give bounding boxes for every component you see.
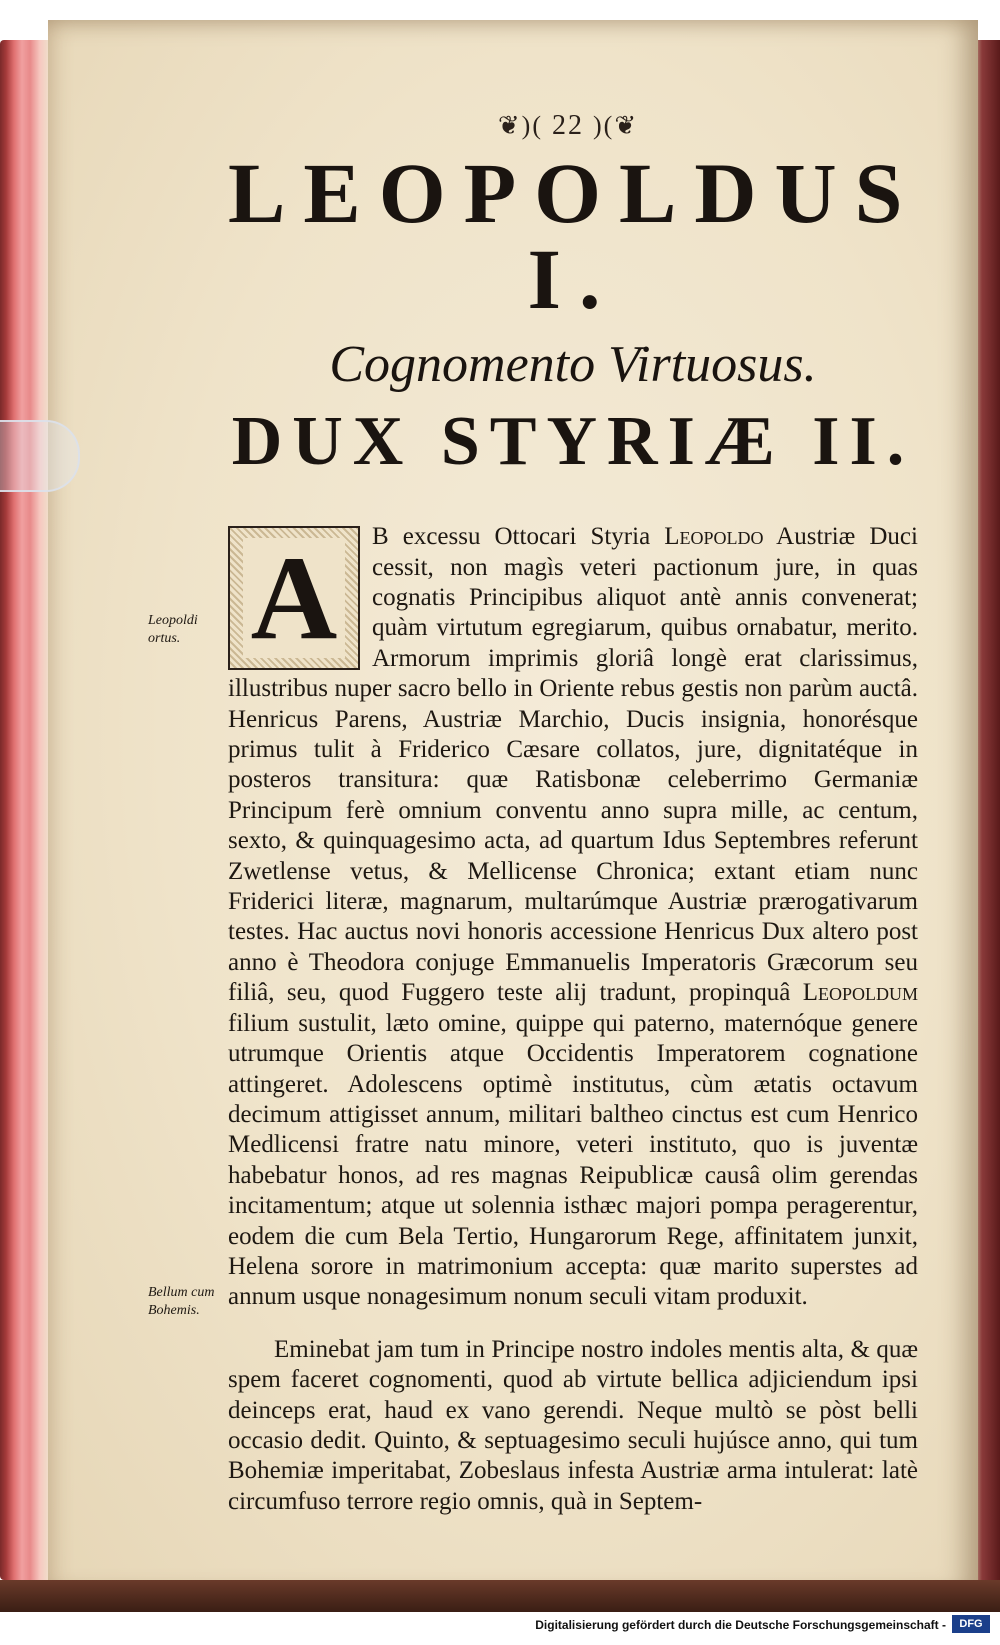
book-page-edges — [0, 40, 50, 1580]
paragraph-1-text-b: Austriæ Duci cessit, non magìs veteri pactionum jure, in quas cognatis Principibus aliquot antè annis convenerat; quàm virtutum egregiarum, quibus ornabatur, merito. Armorum imprimis gloriâ longè erat clarissimus, illustribus nuper sacro bello in Oriente rebus gestis non parùm auctâ. Henricus Parens, Austriæ Marchio, Ducis insignia, honorésque primus tulit à Friderico Cæsare collatos, jure, dignitatéque in posteros transitura: quæ Ratisbonæ celeberrimo Germaniæ Principum ferè omnium conventu anno supra mille, ac centum, sexto, & quinquagesimo acta, ad quartum Idus Septembres referunt Zwetlense vetus, & Mellicense Chronica; extant etiam nunc Friderici literæ, magnarum, multarúmque Austriæ prærogativarum testes. Hac auctus novi honoris accessione Henricus Dux altero post anno è Theodora conjuge Emmanuelis Imperatoris Græcorum seu filiâ, seu, quod Fuggero teste alij tradunt, propinquâ — [228, 523, 918, 1007]
name-leopoldum: Leopoldum — [802, 979, 918, 1007]
footer-credit: Digitalisierung gefördert durch die Deutsche Forschungsgemeinschaft - — [535, 1618, 946, 1632]
second-title: DUX STYRIÆ II. — [231, 403, 915, 481]
main-title: LEOPOLDUS I. — [228, 145, 921, 327]
paragraph-1-text-a: B excessu Ottocari Styria — [372, 523, 665, 551]
book-cover-bottom — [0, 1580, 1000, 1612]
paragraph-1-text-c: filium sustulit, læto omine, quippe qui paterno, maternóque genere utrumque Orientis atque Occidentis Imperatorem cognatione attingeret. Adolescens optimè institutus, cùm ætatis octavum decimum attigisset annum, militari baltheo cinctus est cum Henrico Medlicensi fratre natu minore, veteri instituto, quo is juventæ habebatur honos, ad res magnas Reipublicæ causâ olim gerendas incitamentum; atque ut solennia isthæc majori pompa peragerentur, eodem die cum Bela Tertio, Hungarorum Rege, affinitatem junxit, Helena sorore in matrimonium accepta: quæ marito superstes ad annum usque nonagesimum nonum seculi vitam produxit. — [228, 1009, 918, 1311]
margin-note-leopoldi-ortus: Leopoldi ortus. — [148, 613, 198, 646]
dfg-logo: DFG — [952, 1615, 990, 1633]
bookmark-clip — [0, 420, 80, 492]
page-content — [228, 110, 921, 1517]
ornament-right-icon: )(❦ — [593, 111, 639, 140]
margin-note-bellum: Bellum cum Bohemis. — [148, 1285, 215, 1318]
decorated-initial — [228, 526, 360, 670]
ornament-left-icon: ❦)( — [497, 111, 543, 140]
initial-letter: A — [243, 538, 346, 658]
paragraph-2: Eminebat jam tum in Principe nostro indoles mentis alta, & quæ spem faceret cognomenti, quod ab virtute bellica adjiciendum ipsi deinceps erat, haud ex vano gerendi. Neque multò se pòst belli occasio dedit. Quinto, & septuagesimo seculi hujúsce anno, qui tum Bohemiæ imperitabat, Zobeslaus infesta Austriæ arma intulerat: latè circumfuso terrore regio omnis, quà in Septem- — [228, 1335, 918, 1515]
page-header — [218, 110, 918, 142]
page-number: 22 — [552, 110, 584, 141]
name-leopoldo: Leopoldo — [664, 523, 764, 551]
subtitle: Cognomento Virtuosus. — [329, 336, 817, 393]
body-text — [228, 522, 918, 1517]
